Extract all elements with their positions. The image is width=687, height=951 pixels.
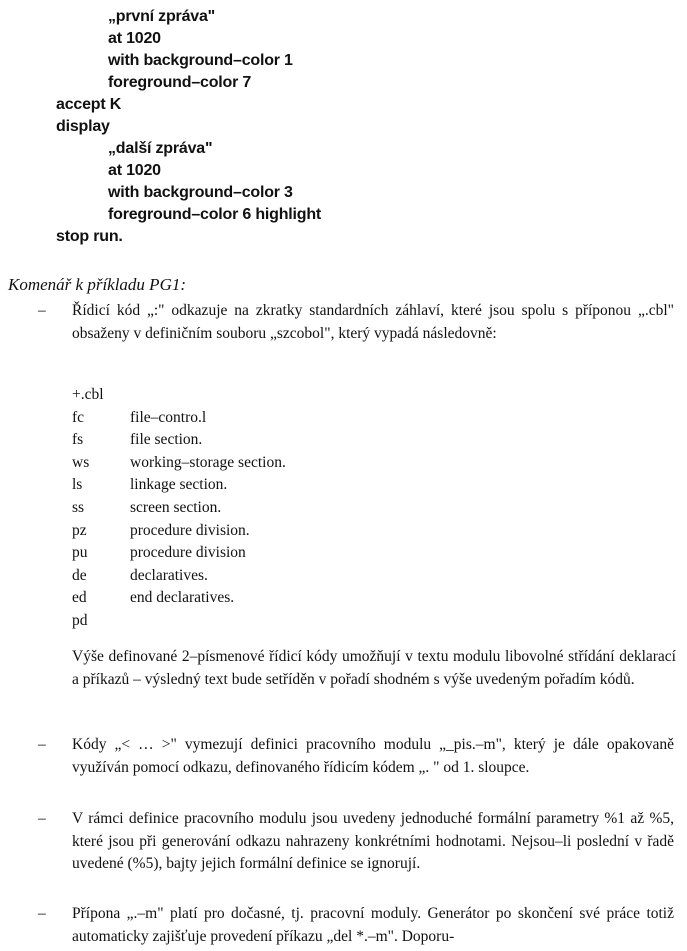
bullet-dash: – <box>38 302 46 319</box>
abbr-value: working–storage section. <box>130 453 286 471</box>
abbr-key: +.cbl <box>72 386 104 403</box>
explanation-paragraph: Výše definované 2–písmenové řídicí kódy umožňují v textu modulu libovolné střídání deklarací a příkazů – výsledný text bude setříděn v pořadí shodném s výše uvedeným pořadím kódů. <box>72 648 676 688</box>
abbr-value: screen section. <box>130 498 222 516</box>
code-line: accept K <box>56 96 122 113</box>
abbr-key: pd <box>72 611 88 629</box>
abbr-key: ss <box>72 498 85 516</box>
abbr-value: end declaratives. <box>130 589 235 607</box>
code-line: with background–color 1 <box>108 52 293 69</box>
table-row <box>72 452 286 475</box>
table-row <box>72 429 286 452</box>
code-line: foreground–color 7 <box>108 74 252 91</box>
code-line: at 1020 <box>108 162 161 179</box>
table-row <box>72 474 286 497</box>
table-row <box>72 384 286 407</box>
table-row <box>72 407 286 430</box>
list-item <box>38 734 674 804</box>
bullet-dash: – <box>38 736 46 753</box>
abbr-value: file–contro.l <box>130 408 207 426</box>
section-heading: Komenář k příkladu PG1: <box>8 275 187 294</box>
table-row <box>72 610 286 633</box>
list-item <box>38 300 674 370</box>
abbr-key: ws <box>72 453 90 471</box>
abbr-key: pu <box>72 544 88 562</box>
code-line: display <box>56 118 110 135</box>
bullet-dash: – <box>38 810 46 827</box>
code-line: stop run. <box>56 228 123 245</box>
table-row <box>72 497 286 520</box>
list-item-text: Přípona „.–m" platí pro dočasné, tj. pracovní moduly. Generátor po skončení své práce totiž automaticky zajišťuje provedení příkazu „del *.–m". Doporu- <box>72 905 674 945</box>
code-listing <box>56 6 321 248</box>
code-line: „další zpráva" <box>108 140 213 157</box>
list-item-text: Řídicí kód „:" odkazuje na zkratky standardních záhlaví, které jsou spolu s příponou „.cbl" obsaženy v definičním souboru „szcobol", který vypadá následovně: <box>72 302 674 342</box>
table-row <box>72 520 286 543</box>
abbr-key: fs <box>72 431 84 449</box>
abbr-key: fc <box>72 408 85 426</box>
list-item <box>38 808 674 900</box>
abbr-value: declaratives. <box>130 566 208 584</box>
list-item-text: V rámci definice pracovního modulu jsou uvedeny jednoduché formální parametry %1 až %5, které jsou při generování odkazu nahrazeny konkrétními hodnotami. Nejsou–li poslední v řadě uvedené (%5), bajty jejich formální definice se ignorují. <box>72 810 674 872</box>
code-line: with background–color 3 <box>108 184 293 201</box>
code-line: „první zpráva" <box>108 8 216 25</box>
abbr-value: file section. <box>130 431 203 449</box>
abbr-value: linkage section. <box>130 476 228 494</box>
abbr-key: ed <box>72 589 87 607</box>
abbr-value: procedure division <box>130 544 246 562</box>
code-line: at 1020 <box>108 30 161 47</box>
list-item-text: Kódy „< … >" vymezují definici pracovního modulu „_pis.–m", který je dále opakovaně využíván pomocí odkazu, definovaného řídicím kódem „. " od 1. sloupce. <box>72 736 674 776</box>
code-line: foreground–color 6 highlight <box>108 206 322 223</box>
abbreviation-table <box>72 384 286 633</box>
abbr-value: procedure division. <box>130 521 250 539</box>
table-row <box>72 587 286 610</box>
abbr-key: ls <box>72 476 83 494</box>
list-item <box>38 903 674 949</box>
bullet-dash: – <box>38 905 46 922</box>
table-row <box>72 565 286 588</box>
abbr-key: de <box>72 566 87 584</box>
abbr-key: pz <box>72 521 87 539</box>
table-row <box>72 542 286 565</box>
